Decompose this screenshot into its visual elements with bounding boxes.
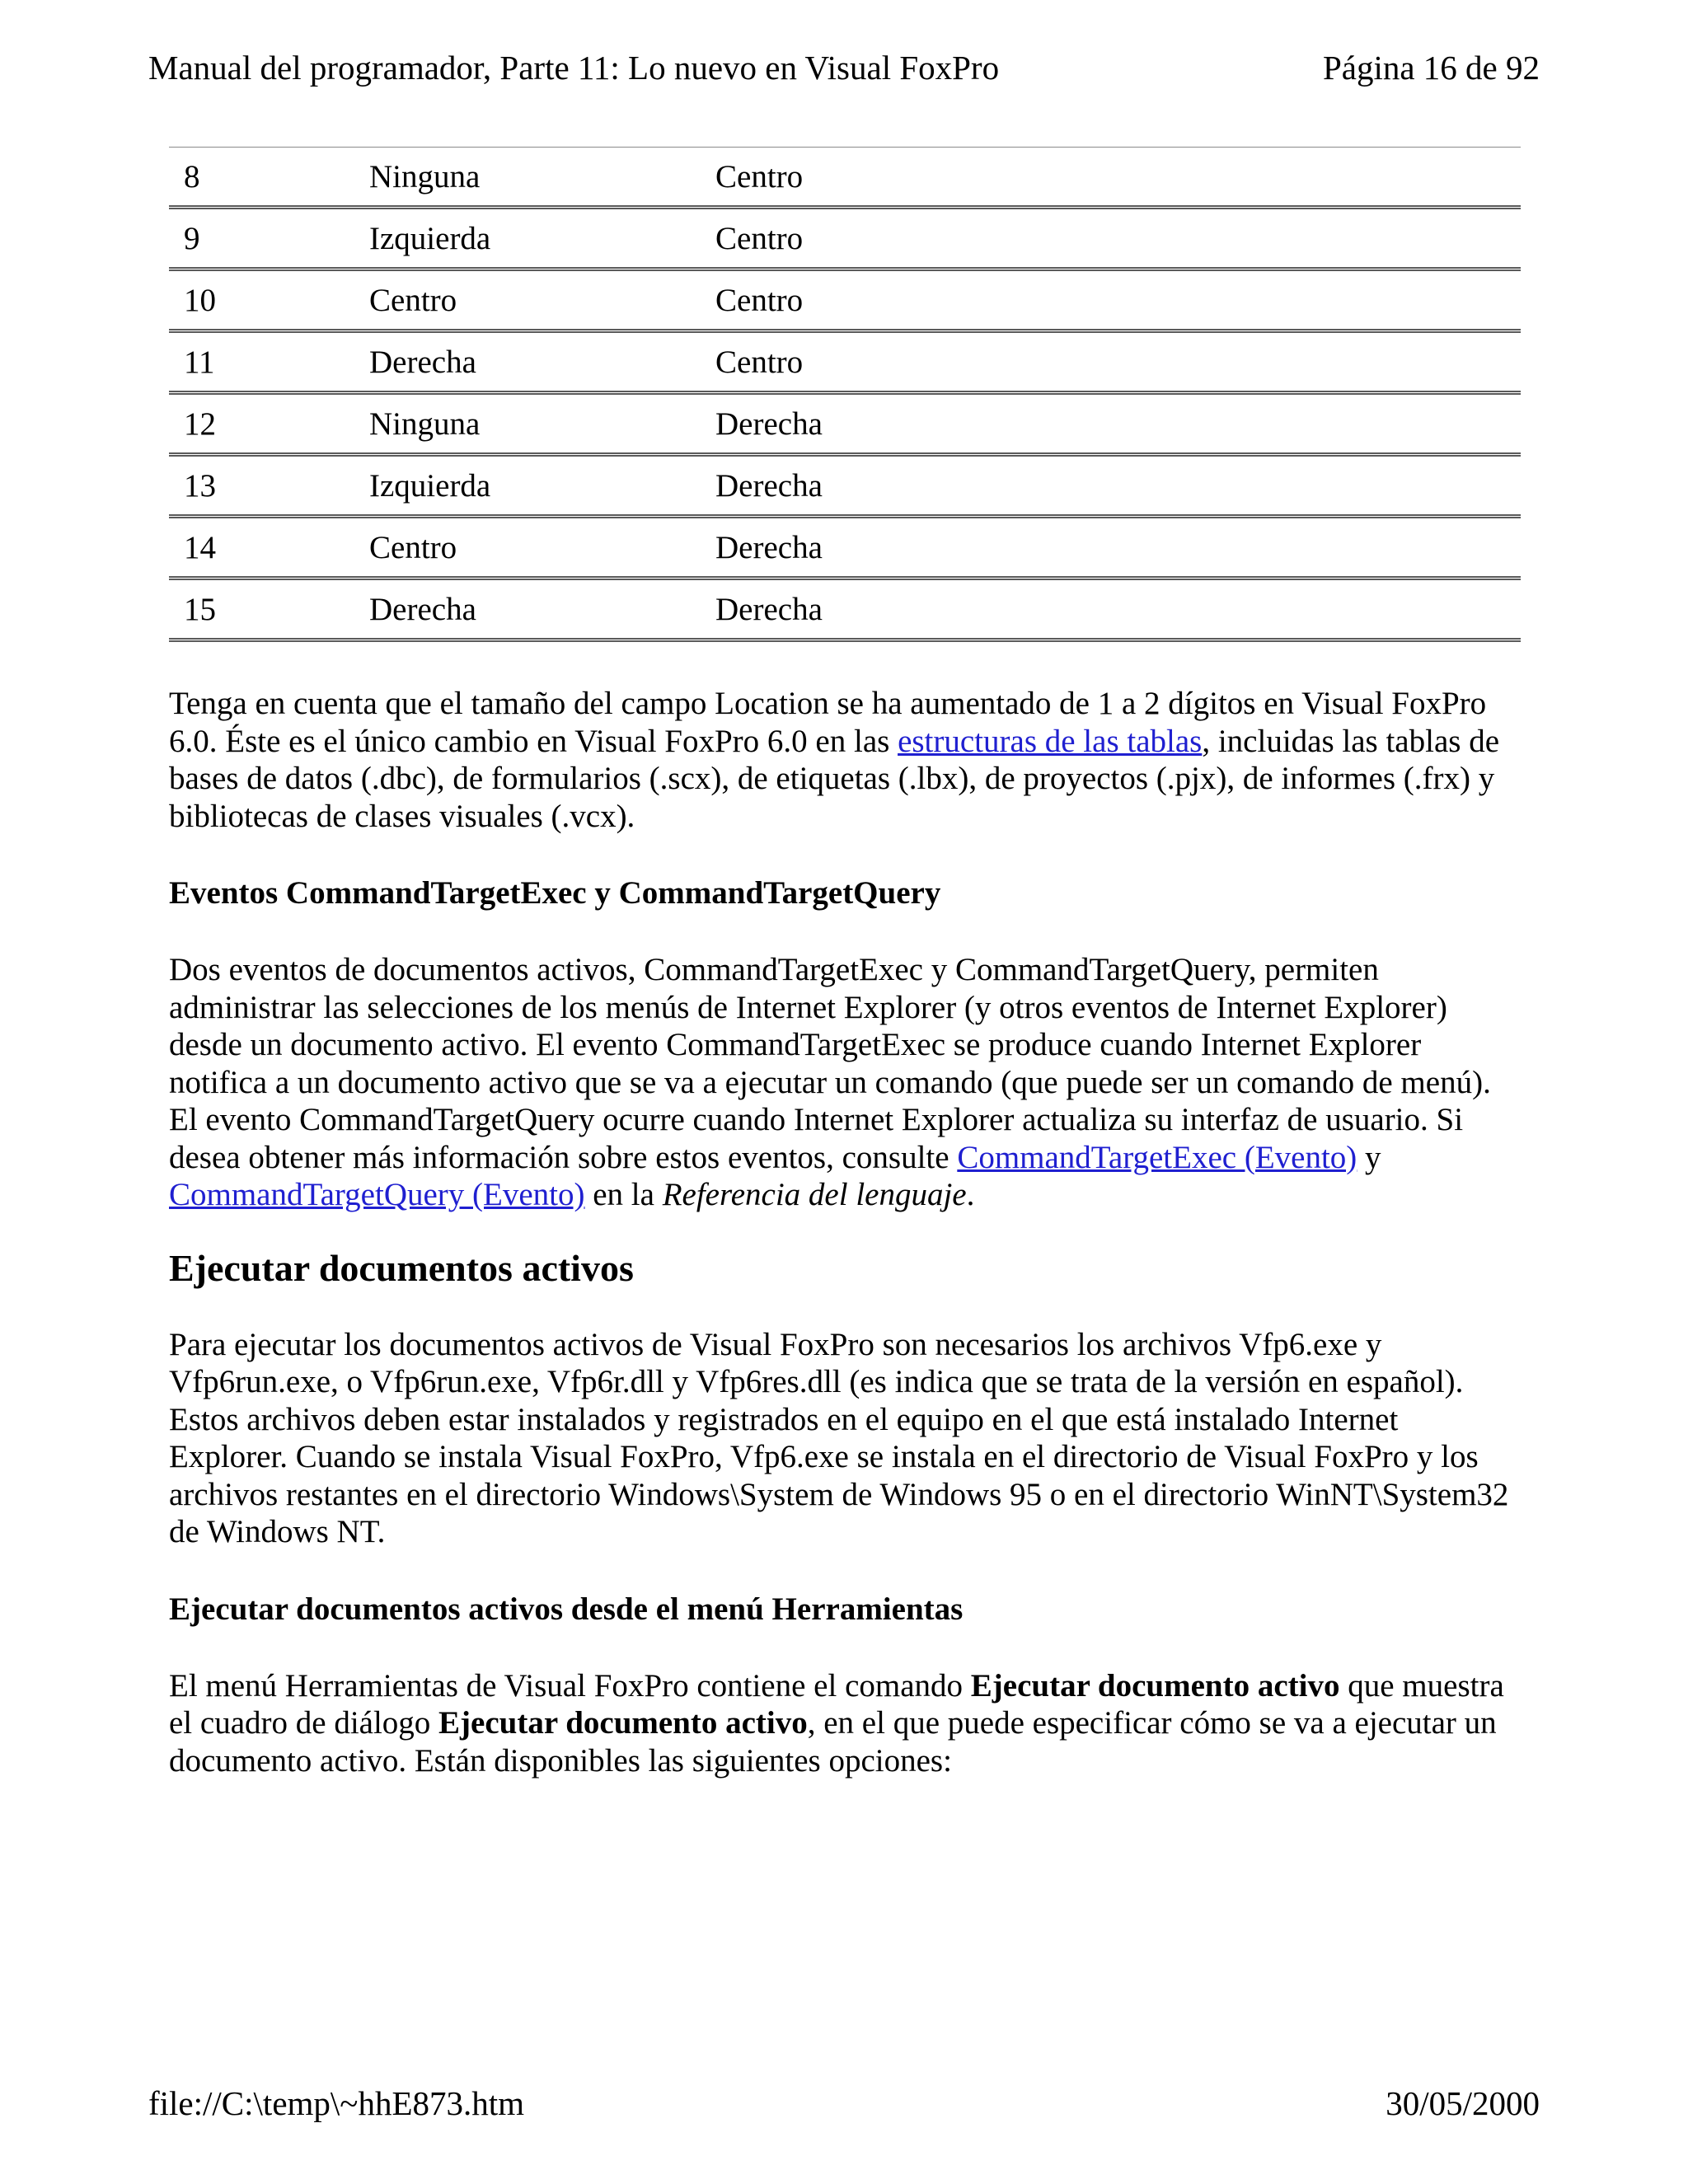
cell-horizontal: Derecha (369, 591, 476, 627)
cell-horizontal: Ninguna (369, 158, 481, 194)
cell-number: 10 (184, 282, 216, 318)
paragraph-commandtarget: Dos eventos de documentos activos, CommandTargetExec y CommandTargetQuery, permiten administrar las selecciones de los menús de Internet Explorer (y otros eventos de Internet Explorer) desde un documento activo. El evento CommandTargetExec se produce cuando Internet Explorer notifica a un documento activo que se va a ejecutar un comando (que puede ser un comando de menú). El evento CommandTargetQuery ocurre cuando Internet Explorer actualiza su interfaz de usuario. Si desea obtener más información sobre estos eventos, consulte CommandTargetExec (Evento) y CommandTargetQuery (Evento) en la Referencia del lenguaje. (169, 952, 1491, 1212)
link-table-structures[interactable]: estructuras de las tablas (898, 723, 1203, 759)
dialog-name: Ejecutar documento activo (438, 1705, 808, 1741)
cell-vertical: Centro (715, 344, 804, 380)
alignment-table (169, 147, 1521, 642)
print-date: 30/05/2000 (1386, 2084, 1540, 2122)
cell-number: 15 (184, 591, 216, 627)
cell-number: 13 (184, 467, 216, 504)
table-row (169, 148, 1521, 208)
language-reference-title: Referencia del lenguaje (662, 1177, 967, 1212)
cell-vertical: Centro (715, 282, 804, 318)
cell-number: 11 (184, 344, 215, 380)
cell-vertical: Derecha (715, 405, 823, 442)
cell-vertical: Centro (715, 158, 804, 194)
page-footer (148, 2083, 1540, 2123)
file-path: file://C:\temp\~hhE873.htm (148, 2084, 525, 2122)
cell-horizontal: Centro (369, 282, 457, 318)
paragraph-location-field: Tenga en cuenta que el tamaño del campo Location se ha aumentado de 1 a 2 dígitos en Visual FoxPro 6.0. Éste es el único cambio en Visual FoxPro 6.0 en las estructuras de las tablas, incluidas las tablas de bases de datos (.dbc), de formularios (.scx), de etiquetas (.lbx), de proyectos (.pjx), de informes (.frx) y bibliotecas de clases visuales (.vcx). (169, 686, 1499, 834)
page-content (169, 147, 1521, 1779)
table-row (169, 517, 1521, 579)
cell-vertical: Derecha (715, 529, 823, 565)
link-commandtargetquery[interactable]: CommandTargetQuery (Evento) (169, 1177, 585, 1212)
cell-vertical: Derecha (715, 467, 823, 504)
table-row (169, 579, 1521, 640)
document-title: Manual del programador, Parte 11: Lo nuevo en Visual FoxPro (148, 49, 1000, 87)
cell-horizontal: Centro (369, 529, 457, 565)
cell-number: 14 (184, 529, 216, 565)
paragraph-tools-menu: El menú Herramientas de Visual FoxPro contiene el comando Ejecutar documento activo que muestra el cuadro de diálogo Ejecutar documento activo, en el que puede especificar cómo se va a ejecutar un documento activo. Están disponibles las siguientes opciones: (169, 1667, 1504, 1779)
cell-number: 8 (184, 158, 200, 194)
page-number: Página 16 de 92 (1322, 49, 1540, 87)
table-row (169, 331, 1521, 393)
cell-number: 9 (184, 220, 200, 256)
table-row (169, 269, 1521, 331)
cell-number: 12 (184, 405, 216, 442)
table-row (169, 393, 1521, 455)
cell-horizontal: Ninguna (369, 405, 481, 442)
cell-horizontal: Izquierda (369, 467, 491, 504)
cell-horizontal: Derecha (369, 344, 476, 380)
table-row (169, 208, 1521, 269)
section-heading-commandtarget: Eventos CommandTargetExec y CommandTargetQuery (169, 875, 941, 911)
cell-vertical: Derecha (715, 591, 823, 627)
table-row (169, 455, 1521, 517)
section-heading-tools-menu: Ejecutar documentos activos desde el menú Herramientas (169, 1591, 964, 1627)
paragraph-run-requirements: Para ejecutar los documentos activos de Visual FoxPro son necesarios los archivos Vfp6.exe y Vfp6run.exe, o Vfp6run.exe, Vfp6r.dll y Vfp6res.dll (es indica que se trata de la versión en español). Estos archivos deben estar instalados y registrados en el equipo en el que está instalado Internet Explorer. Cuando se instala Visual FoxPro, Vfp6.exe se instala en el directorio de Visual FoxPro y los archivos restantes en el directorio Windows\System de Windows 95 o en el directorio WinNT\System32 de Windows NT. (169, 1326, 1509, 1549)
cell-horizontal: Izquierda (369, 220, 491, 256)
page-header (148, 48, 1540, 87)
section-heading-run-active-docs: Ejecutar documentos activos (169, 1246, 634, 1289)
link-commandtargetexec[interactable]: CommandTargetExec (Evento) (957, 1139, 1357, 1175)
command-name: Ejecutar documento activo (970, 1667, 1340, 1704)
cell-vertical: Centro (715, 220, 804, 256)
